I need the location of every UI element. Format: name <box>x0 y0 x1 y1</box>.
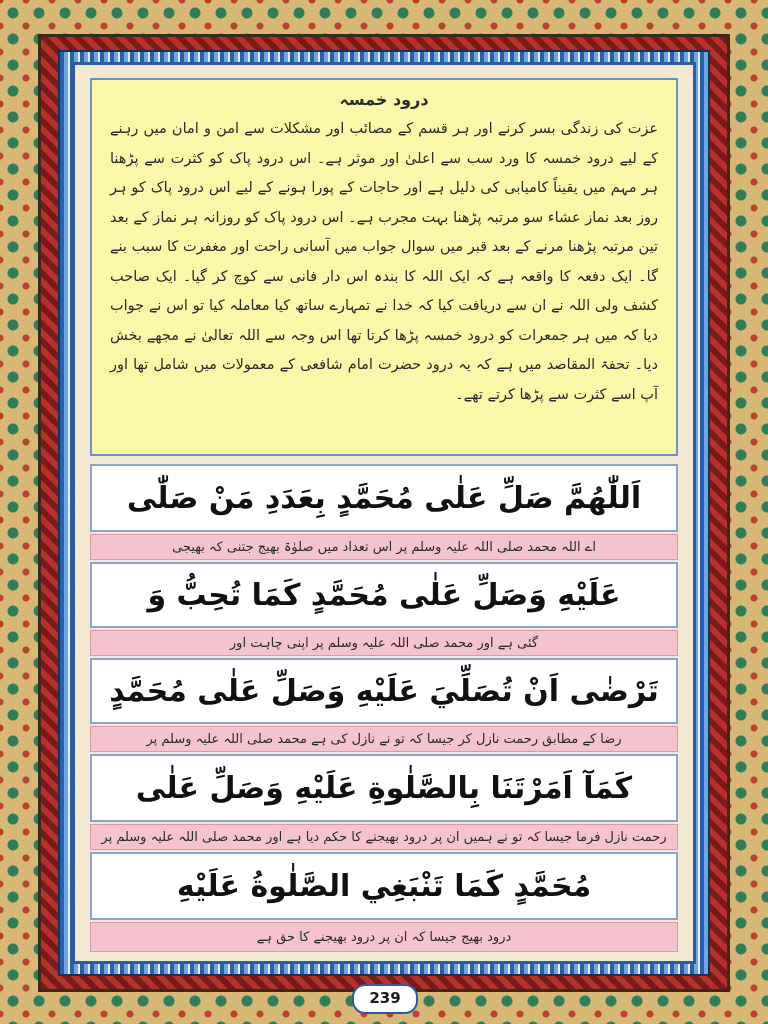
note-body: عزت کی زندگی بسر کرنے اور ہر قسم کے مصائب اور مشکلات سے امن و امان میں رہنے کے لیے درود خمسہ کا ورد سب سے اعلیٰ اور موثر ہے۔ اس درود پاک کو کثرت سے پڑھنا ہر مہم میں یقیناً کامیابی کی دلیل ہے اور حاجات کے پورا ہونے کے لیے اس درود پاک کو ہر روز بعد نماز عشاء سو مرتبہ پڑھنا بہت مجرب ہے۔ اس درود پاک کو روزانہ ہر نماز کے بعد تین مرتبہ پڑھنا مرنے کے بعد قبر میں سوال جواب میں آسانی راحت اور مغفرت کا سبب بنے گا۔ ایک دفعہ کا واقعہ ہے کہ ایک اللہ کا بندہ اس دار فانی سے کوچ کر گیا۔ ایک صاحب کشف ولی اللہ نے ان سے دریافت کیا کہ خدا نے تمہارے ساتھ کیا معاملہ کیا تو اس نے جواب دیا کہ میں ہر جمعرات کو درود خمسہ پڑھا کرتا تھا اس وجہ سے اللہ تعالیٰ نے مجھے بخش دیا۔ تحفۃ المقاصد میں ہے کہ یہ درود حضرت امام شافعی کے معمولات میں شامل تھا اور آپ اسے کثرت سے پڑھا کرتے تھے۔ <box>110 121 658 403</box>
arabic-line-1: اَللّٰهُمَّ صَلِّ عَلٰى مُحَمَّدٍ بِعَدَدِ مَنْ صَلّٰى <box>90 464 678 532</box>
intro-note-box <box>90 78 678 456</box>
urdu-translation-5: درود بھیج جیسا کہ ان پر درود بھیجنے کا حق ہے <box>90 922 678 952</box>
page-number: 239 <box>352 984 418 1014</box>
arabic-line-2: عَلَيْهِ وَصَلِّ عَلٰى مُحَمَّدٍ كَمَا تُحِبُّ وَ <box>90 562 678 628</box>
urdu-translation-3: رضا کے مطابق رحمت نازل کر جیسا کہ تو نے نازل کی ہے محمد صلی اللہ علیہ وسلم پر <box>90 726 678 752</box>
note-title: درود خمسہ <box>339 90 429 109</box>
arabic-line-4: كَمَآ اَمَرْتَنَا بِالصَّلٰوةِ عَلَيْهِ وَصَلِّ عَلٰى <box>90 754 678 822</box>
urdu-translation-2: گئی ہے اور محمد صلی اللہ علیہ وسلم پر اپنی چاہت اور <box>90 630 678 656</box>
arabic-line-5: مُحَمَّدٍ كَمَا تَنْبَغِي الصَّلٰوةُ عَلَيْهِ <box>90 852 678 920</box>
urdu-translation-1: اے اللہ محمد صلی اللہ علیہ وسلم پر اس تعداد میں صلوٰۃ بھیج جتنی کہ بھیجی <box>90 534 678 560</box>
urdu-translation-4: رحمت نازل فرما جیسا کہ تو نے ہمیں ان پر درود بھیجنے کا حکم دیا ہے اور محمد صلی اللہ علیہ وسلم پر <box>90 824 678 850</box>
arabic-line-3: تَرْضٰى اَنْ تُصَلِّيَ عَلَيْهِ وَصَلِّ عَلٰى مُحَمَّدٍ <box>90 658 678 724</box>
